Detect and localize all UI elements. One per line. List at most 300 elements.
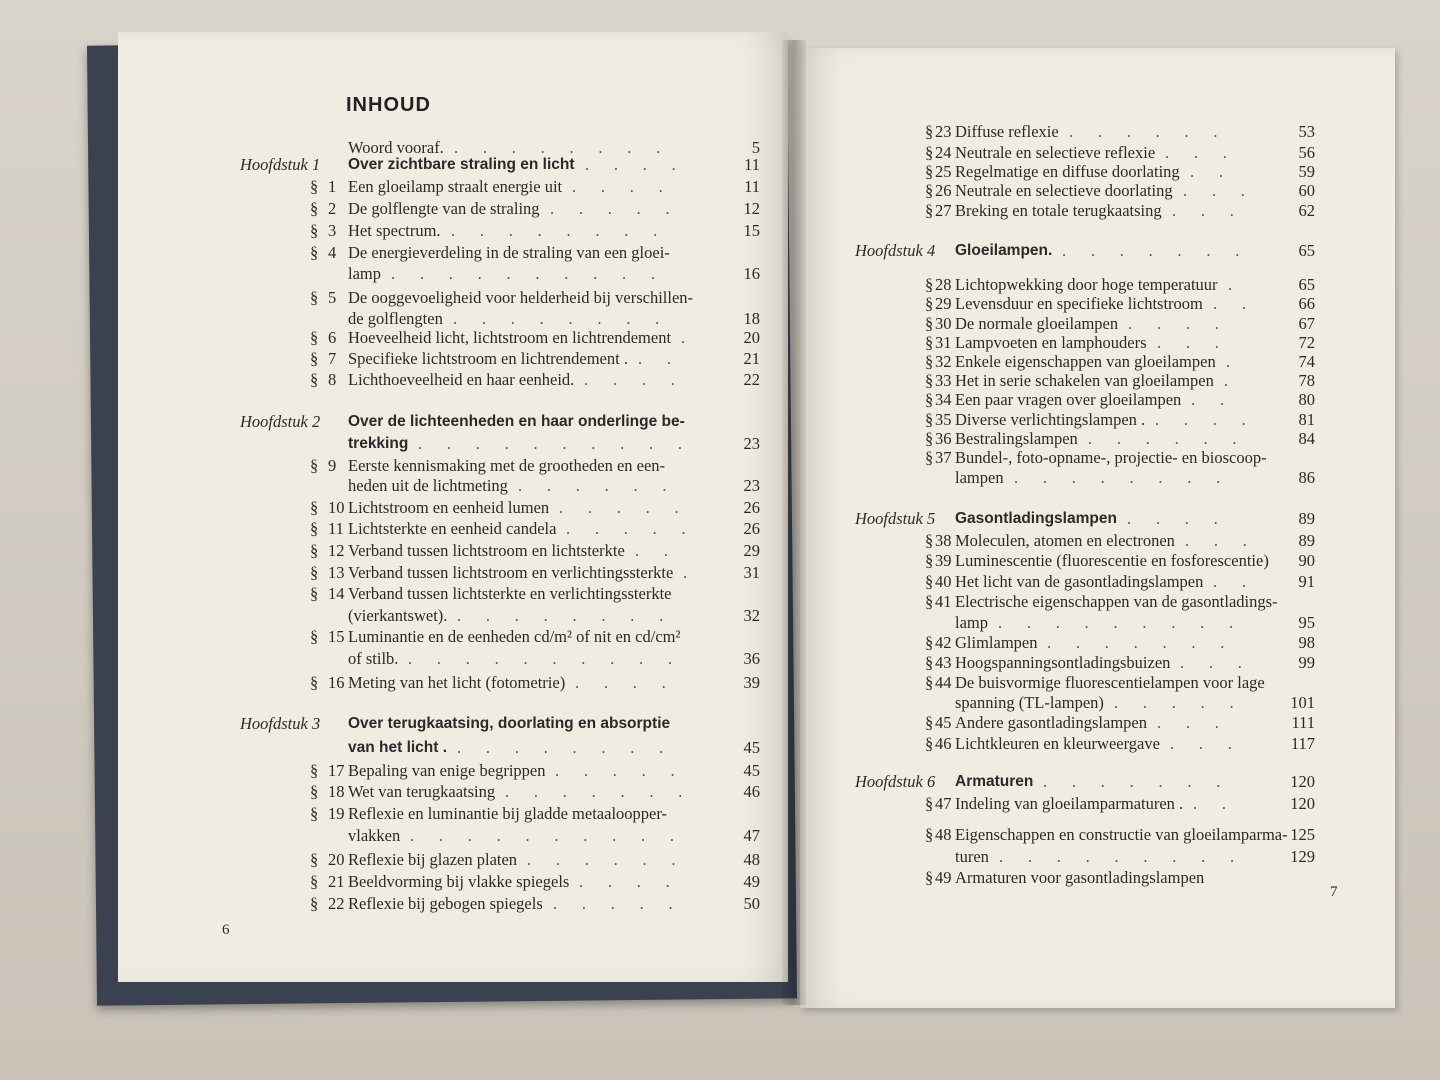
leader-dots: . . . . bbox=[1128, 314, 1244, 333]
page-number: 56 bbox=[1298, 143, 1315, 162]
entry-title: Verband tussen lichtstroom en verlichtingssterkte bbox=[348, 563, 674, 582]
toc-entry bbox=[855, 180, 1315, 201]
toc-entry bbox=[230, 825, 760, 846]
section-number: 17 bbox=[328, 761, 345, 780]
section-number: 26 bbox=[935, 181, 952, 200]
toc-entry bbox=[230, 348, 760, 369]
page-number: 65 bbox=[1298, 275, 1315, 294]
leader-dots: . . . . . . bbox=[527, 850, 701, 869]
chapter-title: Over de lichteenheden en haar onderlinge be- bbox=[348, 413, 685, 430]
section-sign: § bbox=[310, 541, 319, 560]
page-number: 47 bbox=[743, 826, 760, 845]
page-number: 36 bbox=[743, 649, 760, 668]
section-number: 9 bbox=[328, 456, 337, 475]
toc-entry bbox=[855, 612, 1315, 633]
leader-dots: . . . bbox=[1185, 531, 1272, 550]
entry-title: heden uit de lichtmeting bbox=[348, 476, 508, 495]
leader-dots: . . . . . . . . bbox=[453, 309, 684, 328]
section-number: 44 bbox=[935, 673, 952, 692]
page-number: 39 bbox=[743, 673, 760, 692]
page-number: 120 bbox=[1290, 772, 1315, 791]
toc-entry bbox=[230, 626, 760, 647]
section-sign: § bbox=[310, 627, 319, 646]
leader-dots: . . . . . bbox=[559, 498, 704, 517]
page-number: 86 bbox=[1298, 468, 1315, 487]
section-sign: § bbox=[310, 349, 319, 368]
toc-entry bbox=[230, 411, 760, 432]
entry-title: Specifieke lichtstroom en lichtrendement . bbox=[348, 349, 628, 368]
leader-dots: . . . bbox=[1170, 734, 1257, 753]
leader-dots: . bbox=[681, 328, 710, 347]
section-sign: § bbox=[310, 584, 319, 603]
toc-entry bbox=[855, 508, 1315, 529]
page-number: 117 bbox=[1290, 734, 1315, 753]
toc-entry bbox=[855, 200, 1315, 221]
section-sign: § bbox=[310, 519, 319, 538]
section-number: 24 bbox=[935, 143, 952, 162]
section-number: 1 bbox=[328, 177, 337, 196]
entry-title: Electrische eigenschappen van de gasontladings- bbox=[955, 592, 1278, 611]
section-sign: § bbox=[925, 410, 934, 429]
section-number: 16 bbox=[328, 673, 345, 692]
toc-entry bbox=[855, 389, 1315, 410]
section-sign: § bbox=[310, 328, 319, 347]
section-sign: § bbox=[310, 673, 319, 692]
section-number: 12 bbox=[328, 541, 345, 560]
entry-title: Glimlampen bbox=[955, 633, 1038, 652]
section-number: 49 bbox=[935, 868, 952, 887]
section-number: 46 bbox=[935, 734, 952, 753]
toc-entry bbox=[230, 198, 760, 219]
section-number: 48 bbox=[935, 825, 952, 844]
leader-dots: . bbox=[1226, 352, 1255, 371]
page-number: 22 bbox=[743, 370, 760, 389]
section-sign: § bbox=[310, 872, 319, 891]
toc-entry bbox=[855, 692, 1315, 713]
page-number: 45 bbox=[743, 761, 760, 780]
leader-dots: . . . . . . bbox=[1088, 429, 1262, 448]
entry-title: Een paar vragen over gloeilampen bbox=[955, 390, 1182, 409]
entry-title: lamp bbox=[348, 264, 381, 283]
section-sign: § bbox=[925, 294, 934, 313]
section-number: 27 bbox=[935, 201, 952, 220]
entry-title: Diffuse reflexie bbox=[955, 122, 1059, 141]
chapter-title: van het licht . bbox=[348, 739, 448, 756]
leader-dots: . . . . bbox=[1127, 509, 1243, 528]
section-sign: § bbox=[925, 390, 934, 409]
entry-title: (vierkantswet). bbox=[348, 606, 448, 625]
page-number: 111 bbox=[1291, 713, 1315, 732]
toc-entry bbox=[230, 242, 760, 263]
page-number: 53 bbox=[1298, 122, 1315, 141]
toc-entry bbox=[230, 893, 760, 914]
leader-dots: . . . . . . . . bbox=[457, 738, 688, 757]
page-number: 98 bbox=[1298, 633, 1315, 652]
toc-entry bbox=[230, 871, 760, 892]
page-number: 74 bbox=[1298, 352, 1315, 371]
section-sign: § bbox=[925, 551, 934, 570]
section-sign: § bbox=[925, 275, 934, 294]
toc-entry bbox=[855, 121, 1315, 142]
toc-entry bbox=[230, 781, 760, 802]
entry-title: Eigenschappen en constructie van gloeilamparma- bbox=[955, 825, 1288, 844]
toc-entry bbox=[855, 591, 1315, 612]
entry-title: De buisvormige fluorescentielampen voor lage bbox=[955, 673, 1265, 692]
entry-title: Woord vooraf. bbox=[348, 138, 444, 157]
entry-title: Verband tussen lichtsterkte en verlichtingssterkte bbox=[348, 584, 672, 603]
leader-dots: . . bbox=[1191, 390, 1249, 409]
leader-dots: . . . . . bbox=[1114, 693, 1259, 712]
section-number: 13 bbox=[328, 563, 345, 582]
entry-title: lamp bbox=[955, 613, 988, 632]
leader-dots: . . . . . . . . bbox=[454, 138, 685, 157]
entry-title: De energieverdeling in de straling van een gloei- bbox=[348, 243, 670, 262]
toc-entry bbox=[855, 240, 1315, 261]
section-sign: § bbox=[925, 201, 934, 220]
toc-heading: INHOUD bbox=[346, 94, 431, 116]
page-number: 66 bbox=[1298, 294, 1315, 313]
leader-dots: . . . . bbox=[575, 673, 691, 692]
toc-entry bbox=[855, 771, 1315, 792]
toc-entry bbox=[855, 142, 1315, 163]
entry-title: Breking en totale terugkaatsing bbox=[955, 201, 1162, 220]
section-sign: § bbox=[925, 181, 934, 200]
entry-title: de golflengten bbox=[348, 309, 443, 328]
toc-entry bbox=[230, 737, 760, 758]
leader-dots: . . . . . . . . . bbox=[998, 613, 1258, 632]
toc-entry bbox=[230, 583, 760, 604]
entry-title: Wet van terugkaatsing bbox=[348, 782, 496, 801]
page-number: 89 bbox=[1298, 509, 1315, 528]
entry-title: Lichthoeveelheid en haar eenheid. bbox=[348, 370, 575, 389]
leader-dots: . . . . bbox=[579, 872, 695, 891]
page-number: 65 bbox=[1298, 241, 1315, 260]
section-number: 4 bbox=[328, 243, 337, 262]
toc-entry bbox=[855, 351, 1315, 372]
leader-dots: . . . . bbox=[585, 155, 701, 174]
entry-title: Bundel-, foto-opname-, projectie- en bioscoop- bbox=[955, 448, 1267, 467]
section-sign: § bbox=[925, 314, 934, 333]
leader-dots: . bbox=[1228, 275, 1257, 294]
section-sign: § bbox=[925, 143, 934, 162]
section-number: 6 bbox=[328, 328, 337, 347]
section-sign: § bbox=[925, 333, 934, 352]
toc-entry bbox=[230, 308, 760, 329]
toc-entry bbox=[230, 220, 760, 241]
section-sign: § bbox=[310, 498, 319, 517]
toc-entry bbox=[855, 313, 1315, 334]
chapter-label: Hoofdstuk 3 bbox=[240, 714, 321, 733]
page-number: 84 bbox=[1298, 429, 1315, 448]
section-sign: § bbox=[310, 563, 319, 582]
entry-title: spanning (TL-lampen) bbox=[955, 693, 1104, 712]
section-sign: § bbox=[310, 199, 319, 218]
entry-title: lampen bbox=[955, 468, 1004, 487]
page-number: 31 bbox=[743, 563, 760, 582]
section-number: 30 bbox=[935, 314, 952, 333]
entry-title: Verband tussen lichtstroom en lichtsterkte bbox=[348, 541, 625, 560]
page-number: 120 bbox=[1290, 794, 1315, 813]
toc-entry bbox=[855, 428, 1315, 449]
section-number: 3 bbox=[328, 221, 337, 240]
toc-entry bbox=[855, 632, 1315, 653]
section-number: 34 bbox=[935, 390, 952, 409]
page-number: 26 bbox=[743, 498, 760, 517]
leader-dots: . . . bbox=[1172, 201, 1259, 220]
section-number: 10 bbox=[328, 498, 345, 517]
leader-dots: . . . . . bbox=[555, 761, 700, 780]
section-sign: § bbox=[310, 761, 319, 780]
entry-title: Lichtstroom en eenheid lumen bbox=[348, 498, 550, 517]
page-number: 101 bbox=[1290, 693, 1315, 712]
page-number: 20 bbox=[743, 328, 760, 347]
page-number: 129 bbox=[1290, 847, 1315, 866]
chapter-title: trekking bbox=[348, 435, 409, 452]
section-sign: § bbox=[310, 894, 319, 913]
section-number: 41 bbox=[935, 592, 952, 611]
section-number: 25 bbox=[935, 162, 952, 181]
page-number: 78 bbox=[1298, 371, 1315, 390]
entry-title: Reflexie bij gebogen spiegels bbox=[348, 894, 543, 913]
entry-title: Levensduur en specifieke lichtstroom bbox=[955, 294, 1203, 313]
section-sign: § bbox=[925, 122, 934, 141]
section-number: 47 bbox=[935, 794, 952, 813]
section-sign: § bbox=[925, 162, 934, 181]
section-number: 8 bbox=[328, 370, 337, 389]
section-sign: § bbox=[925, 653, 934, 672]
entry-title: Armaturen voor gasontladingslampen bbox=[955, 868, 1205, 887]
entry-title: Reflexie en luminantie bij gladde metaaloopper- bbox=[348, 804, 668, 823]
page-number: 49 bbox=[743, 872, 760, 891]
page-number: 11 bbox=[744, 155, 760, 174]
entry-title: Hoogspanningsontladingsbuizen bbox=[955, 653, 1171, 672]
page-number: 80 bbox=[1298, 390, 1315, 409]
page-number: 67 bbox=[1298, 314, 1315, 333]
toc-entry bbox=[230, 287, 760, 308]
entry-title: Regelmatige en diffuse doorlating bbox=[955, 162, 1180, 181]
entry-title: Neutrale en selectieve reflexie bbox=[955, 143, 1156, 162]
entry-title: De golflengte van de straling bbox=[348, 199, 540, 218]
leader-dots: . . . bbox=[1180, 653, 1267, 672]
section-number: 14 bbox=[328, 584, 345, 603]
toc-entry bbox=[855, 447, 1315, 468]
section-sign: § bbox=[925, 352, 934, 371]
toc-entry bbox=[855, 571, 1315, 592]
page-number: 18 bbox=[743, 309, 760, 328]
toc-entry bbox=[855, 550, 1315, 571]
section-number: 31 bbox=[935, 333, 952, 352]
page-number: 32 bbox=[743, 606, 760, 625]
section-number: 28 bbox=[935, 275, 952, 294]
page-number: 125 bbox=[1290, 825, 1315, 844]
page-number: 21 bbox=[743, 349, 760, 368]
toc-entry bbox=[855, 274, 1315, 295]
entry-title: Het spectrum. bbox=[348, 221, 441, 240]
section-number: 19 bbox=[328, 804, 345, 823]
leader-dots: . . . . . . . . . . bbox=[391, 264, 680, 283]
leader-dots: . . bbox=[1213, 294, 1271, 313]
entry-title: Lichtkleuren en kleurweergave bbox=[955, 734, 1160, 753]
entry-title: Andere gasontladingslampen bbox=[955, 713, 1147, 732]
leader-dots: . . . bbox=[1165, 143, 1252, 162]
leader-dots: . . . . . . . . bbox=[1014, 468, 1245, 487]
entry-title: Neutrale en selectieve doorlating bbox=[955, 181, 1173, 200]
section-number: 7 bbox=[328, 349, 337, 368]
toc-entry bbox=[230, 497, 760, 518]
leader-dots: . . bbox=[1213, 572, 1271, 591]
entry-title: De normale gloeilampen bbox=[955, 314, 1119, 333]
toc-entry bbox=[230, 605, 760, 626]
entry-title: Reflexie bij glazen platen bbox=[348, 850, 518, 869]
section-sign: § bbox=[310, 221, 319, 240]
entry-title: Eerste kennismaking met de grootheden en een- bbox=[348, 456, 666, 475]
page-number: 45 bbox=[743, 738, 760, 757]
section-sign: § bbox=[925, 734, 934, 753]
toc-entry bbox=[230, 327, 760, 348]
chapter-title: Over terugkaatsing, doorlating en absorptie bbox=[348, 715, 671, 732]
page-number: 23 bbox=[743, 434, 760, 453]
section-number: 2 bbox=[328, 199, 337, 218]
section-number: 38 bbox=[935, 531, 952, 550]
leader-dots: . . . . . . . bbox=[1047, 633, 1250, 652]
entry-title: Het in serie schakelen van gloeilampen bbox=[955, 371, 1214, 390]
leader-dots: . . . . . . . . . . bbox=[408, 649, 697, 668]
page-number: 50 bbox=[743, 894, 760, 913]
chapter-title: Gloeilampen. bbox=[955, 242, 1053, 259]
toc-entry bbox=[855, 846, 1315, 867]
section-sign: § bbox=[925, 713, 934, 732]
toc-entry bbox=[855, 332, 1315, 353]
toc-entry bbox=[230, 672, 760, 693]
toc-entry bbox=[855, 672, 1315, 693]
section-number: 45 bbox=[935, 713, 952, 732]
leader-dots: . . bbox=[635, 541, 693, 560]
page-number: 5 bbox=[751, 138, 760, 157]
section-number: 23 bbox=[935, 122, 952, 141]
section-sign: § bbox=[310, 243, 319, 262]
section-sign: § bbox=[925, 825, 934, 844]
leader-dots: . . . . . . . bbox=[1062, 241, 1265, 260]
section-number: 43 bbox=[935, 653, 952, 672]
leader-dots: . . . . . . . bbox=[505, 782, 708, 801]
section-sign: § bbox=[925, 794, 934, 813]
page-number: 91 bbox=[1298, 572, 1315, 591]
toc-entry bbox=[855, 824, 1315, 845]
section-sign: § bbox=[925, 371, 934, 390]
page-number: 26 bbox=[743, 519, 760, 538]
toc-entry bbox=[230, 475, 760, 496]
entry-title: De ooggevoeligheid voor helderheid bij verschillen- bbox=[348, 288, 694, 307]
leader-dots: . . . . bbox=[1155, 410, 1271, 429]
toc-entry bbox=[230, 713, 760, 734]
page-number: 48 bbox=[743, 850, 760, 869]
section-sign: § bbox=[925, 572, 934, 591]
section-sign: § bbox=[925, 633, 934, 652]
entry-title: Bestralingslampen bbox=[955, 429, 1078, 448]
section-sign: § bbox=[310, 456, 319, 475]
leader-dots: . . bbox=[1193, 794, 1251, 813]
section-number: 22 bbox=[328, 894, 345, 913]
leader-dots: . . . . . . . . bbox=[457, 606, 688, 625]
toc-entry bbox=[855, 867, 1315, 888]
toc-entry bbox=[230, 455, 760, 476]
leader-dots: . . . . . . . bbox=[1043, 772, 1246, 791]
leader-dots: . . . bbox=[1157, 333, 1244, 352]
entry-title: Bepaling van enige begrippen bbox=[348, 761, 546, 780]
entry-title: Een gloeilamp straalt energie uit bbox=[348, 177, 563, 196]
leader-dots: . . . . . . . . bbox=[451, 221, 682, 240]
page-number: 62 bbox=[1298, 201, 1315, 220]
page-number: 23 bbox=[743, 476, 760, 495]
section-number: 32 bbox=[935, 352, 952, 371]
section-number: 11 bbox=[328, 519, 344, 538]
section-number: 39 bbox=[935, 551, 952, 570]
entry-title: vlakken bbox=[348, 826, 401, 845]
leader-dots: . . . . . . . . . . bbox=[410, 826, 699, 845]
toc-entry bbox=[855, 652, 1315, 673]
leader-dots: . . . bbox=[1183, 181, 1270, 200]
section-sign: § bbox=[925, 592, 934, 611]
entry-title: of stilb. bbox=[348, 649, 399, 668]
toc-entry bbox=[230, 562, 760, 583]
left-page-number: 6 bbox=[222, 922, 230, 938]
entry-title: Luminantie en de eenheden cd/m² of nit en cd/cm² bbox=[348, 627, 681, 646]
section-number: 37 bbox=[935, 448, 952, 467]
entry-title: Enkele eigenschappen van gloeilampen bbox=[955, 352, 1216, 371]
page-number: 12 bbox=[743, 199, 760, 218]
toc-entry bbox=[230, 518, 760, 539]
section-number: 21 bbox=[328, 872, 345, 891]
section-sign: § bbox=[310, 288, 319, 307]
section-number: 42 bbox=[935, 633, 952, 652]
toc-entry bbox=[230, 433, 760, 454]
toc-entry bbox=[230, 263, 760, 284]
toc-entry bbox=[855, 793, 1315, 814]
section-number: 20 bbox=[328, 850, 345, 869]
entry-title: Indeling van gloeilamparmaturen . bbox=[955, 794, 1184, 813]
toc-entry bbox=[230, 803, 760, 824]
leader-dots: . bbox=[1224, 371, 1253, 390]
chapter-label: Hoofdstuk 1 bbox=[240, 155, 321, 174]
toc-entry bbox=[230, 176, 760, 197]
section-sign: § bbox=[925, 429, 934, 448]
chapter-label: Hoofdstuk 2 bbox=[240, 412, 321, 431]
page-number: 11 bbox=[744, 177, 760, 196]
entry-title: Lichtopwekking door hoge temperatuur bbox=[955, 275, 1218, 294]
page-number: 60 bbox=[1298, 181, 1315, 200]
leader-dots: . . . . bbox=[572, 177, 688, 196]
section-sign: § bbox=[925, 868, 934, 887]
leader-dots: . . . . . . . . . . bbox=[418, 434, 707, 453]
toc-entry bbox=[855, 733, 1315, 754]
entry-title: Diverse verlichtingslampen . bbox=[955, 410, 1146, 429]
section-sign: § bbox=[925, 448, 934, 467]
section-sign: § bbox=[310, 782, 319, 801]
leader-dots: . . . . . . bbox=[1069, 122, 1243, 141]
chapter-label: Hoofdstuk 5 bbox=[855, 509, 936, 528]
leader-dots: . . . . . bbox=[566, 519, 711, 538]
right-page-number: 7 bbox=[1330, 884, 1338, 900]
leader-dots: . . . . bbox=[584, 370, 700, 389]
page-number: 16 bbox=[743, 264, 760, 283]
section-sign: § bbox=[310, 370, 319, 389]
toc-entry bbox=[855, 712, 1315, 733]
page-number: 72 bbox=[1298, 333, 1315, 352]
leader-dots: . . . . . bbox=[553, 894, 698, 913]
section-number: 40 bbox=[935, 572, 952, 591]
leader-dots: . . . . . . bbox=[518, 476, 692, 495]
toc-entry bbox=[230, 154, 760, 175]
